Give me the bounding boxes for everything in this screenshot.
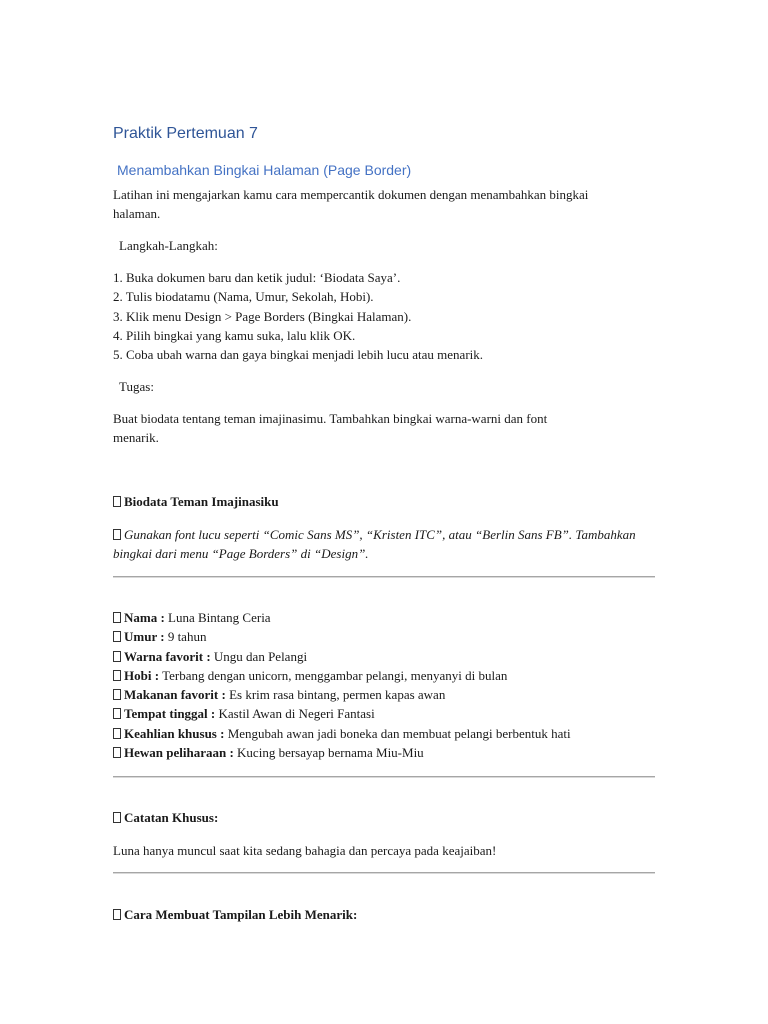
section-heading: Menambahkan Bingkai Halaman (Page Border): [117, 162, 412, 178]
step-item: 1. Buka dokumen baru dan ketik judul: ‘Biodata Saya’.: [113, 270, 401, 285]
missing-glyph-icon: [113, 496, 121, 507]
biodata-label: Hewan peliharaan :: [124, 745, 234, 761]
step-item: 2. Tulis biodatamu (Nama, Umur, Sekolah, Hobi).: [113, 289, 374, 305]
biodata-row: [113, 743, 658, 762]
missing-glyph-icon: [113, 747, 121, 758]
biodata-value: Ungu dan Pelangi: [213, 648, 308, 664]
steps-list: [113, 268, 658, 364]
page-title: Praktik Pertemuan 7: [113, 125, 258, 142]
missing-glyph-icon: [113, 812, 121, 823]
biodata-value: Es krim rasa bintang, permen kapas awan: [229, 687, 446, 703]
task-line: Buat biodata tentang teman imajinasimu. Tambahkan bingkai warna-warni dan font: [113, 411, 548, 426]
missing-glyph-icon: [113, 651, 121, 662]
biodata-row: [113, 608, 658, 627]
biodata-row: [113, 724, 658, 743]
intro-line: Latihan ini mengajarkan kamu cara mempercantik dokumen dengan menambahkan bingkai: [113, 187, 589, 202]
step-item: 5. Coba ubah warna dan gaya bingkai menjadi lebih lucu atau menarik.: [113, 347, 484, 363]
biodata-label: Hobi :: [124, 667, 160, 683]
step-item: 4. Pilih bingkai yang kamu suka, lalu klik OK.: [113, 327, 356, 343]
biodata-heading: Biodata Teman Imajinasiku: [113, 492, 658, 511]
missing-glyph-icon: [113, 708, 121, 719]
tip-line: bingkai dari menu “Page Borders” di “Design”.: [113, 546, 369, 562]
biodata-value: Kucing bersayap bernama Miu-Miu: [237, 745, 424, 761]
biodata-label: Nama :: [124, 610, 165, 625]
missing-glyph-icon: [113, 728, 121, 739]
steps-heading: Langkah-Langkah:: [119, 238, 218, 253]
horizontal-rule: [113, 872, 655, 874]
notes-paragraph: Luna hanya muncul saat kita sedang bahagia dan percaya pada keajaiban!: [113, 843, 497, 858]
biodata-label: Umur :: [124, 629, 165, 645]
intro-line: halaman.: [113, 206, 161, 222]
tip-line: Gunakan font lucu seperti “Comic Sans MS”, “Kristen ITC”, atau “Berlin Sans FB”. Tambahkan: [124, 527, 636, 542]
task-paragraph: [113, 409, 658, 448]
biodata-label: Keahlian khusus :: [124, 725, 225, 741]
task-heading: Tugas:: [119, 379, 154, 394]
biodata-value: Kastil Awan di Negeri Fantasi: [218, 706, 375, 722]
missing-glyph-icon: [113, 909, 121, 920]
missing-glyph-icon: [113, 529, 121, 540]
biodata-row: [113, 666, 658, 685]
howto-heading: Cara Membuat Tampilan Lebih Menarik:: [113, 905, 658, 924]
notes-heading: Catatan Khusus:: [113, 808, 658, 827]
biodata-value: 9 tahun: [167, 629, 207, 645]
biodata-label: Warna favorit :: [124, 648, 211, 664]
tip-paragraph: [113, 525, 658, 564]
missing-glyph-icon: [113, 670, 121, 681]
missing-glyph-icon: [113, 689, 121, 700]
biodata-label: Makanan favorit :: [124, 687, 226, 703]
biodata-row: [113, 627, 658, 646]
biodata-list: [113, 608, 658, 762]
biodata-value: Luna Bintang Ceria: [168, 610, 271, 625]
biodata-row: [113, 685, 658, 704]
missing-glyph-icon: [113, 631, 121, 642]
horizontal-rule: [113, 776, 655, 778]
biodata-value: Terbang dengan unicorn, menggambar pelangi, menyanyi di bulan: [162, 667, 508, 683]
biodata-label: Tempat tinggal :: [124, 706, 216, 722]
horizontal-rule: [113, 576, 655, 578]
task-line: menarik.: [113, 430, 159, 446]
missing-glyph-icon: [113, 612, 121, 623]
intro-paragraph: [113, 185, 658, 224]
biodata-row: [113, 647, 658, 666]
biodata-row: [113, 704, 658, 723]
biodata-value: Mengubah awan jadi boneka dan membuat pelangi berbentuk hati: [227, 725, 571, 741]
step-item: 3. Klik menu Design > Page Borders (Bingkai Halaman).: [113, 308, 412, 324]
